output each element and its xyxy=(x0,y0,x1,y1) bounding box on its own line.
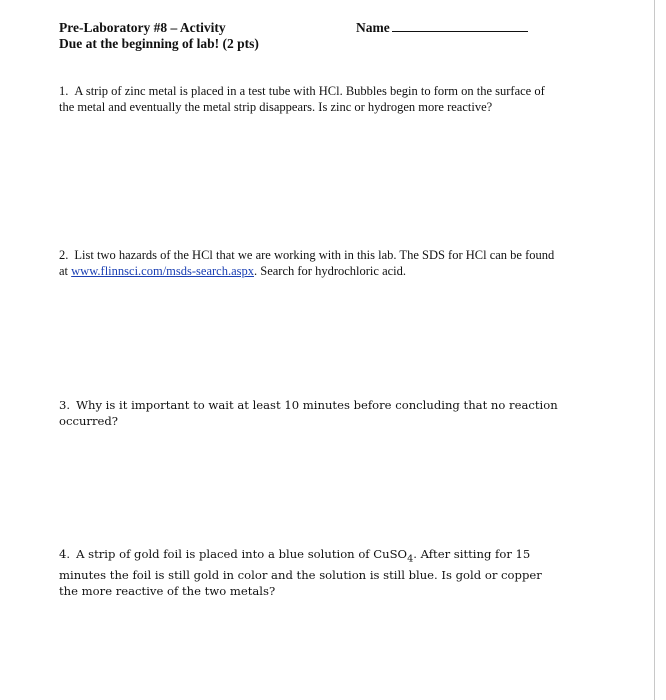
question-number: 1. xyxy=(59,84,69,98)
worksheet-title: Pre-Laboratory #8 – Activity xyxy=(59,20,226,35)
question-text: Why is it important to wait at least 10 minutes before concluding that no reaction occurred? xyxy=(59,398,558,428)
question-text: A strip of zinc metal is placed in a test tube with HCl. Bubbles begin to form on the surface of the metal and eventually the metal strip disappears. Is zinc or hydrogen more reactive? xyxy=(59,84,545,114)
question-text-after: . After sitting for 15 minutes the foil is still gold in color and the solution is still blue. Is gold or copper the more reactive of the two metals? xyxy=(59,547,542,599)
formula-subscript: 4 xyxy=(407,553,414,565)
question-1 xyxy=(59,83,559,115)
sds-link[interactable]: www.flinnsci.com/msds-search.aspx xyxy=(71,264,254,278)
name-field xyxy=(356,20,528,36)
question-text-after: . Search for hydrochloric acid. xyxy=(254,264,407,278)
page-border xyxy=(654,0,655,700)
question-4 xyxy=(59,546,559,599)
question-3 xyxy=(59,397,559,429)
question-2 xyxy=(59,247,559,279)
question-number: 3. xyxy=(59,398,71,412)
name-blank-line xyxy=(392,20,528,32)
name-label: Name xyxy=(356,20,390,35)
question-text: List two hazards of the HCl that we are working with in this lab. The SDS for HCl can be found at xyxy=(59,248,555,278)
question-number: 2. xyxy=(59,248,69,262)
due-note: Due at the beginning of lab! (2 pts) xyxy=(59,36,259,51)
question-text: A strip of gold foil is placed into a blue solution of CuSO xyxy=(76,547,408,561)
question-number: 4. xyxy=(59,547,71,561)
